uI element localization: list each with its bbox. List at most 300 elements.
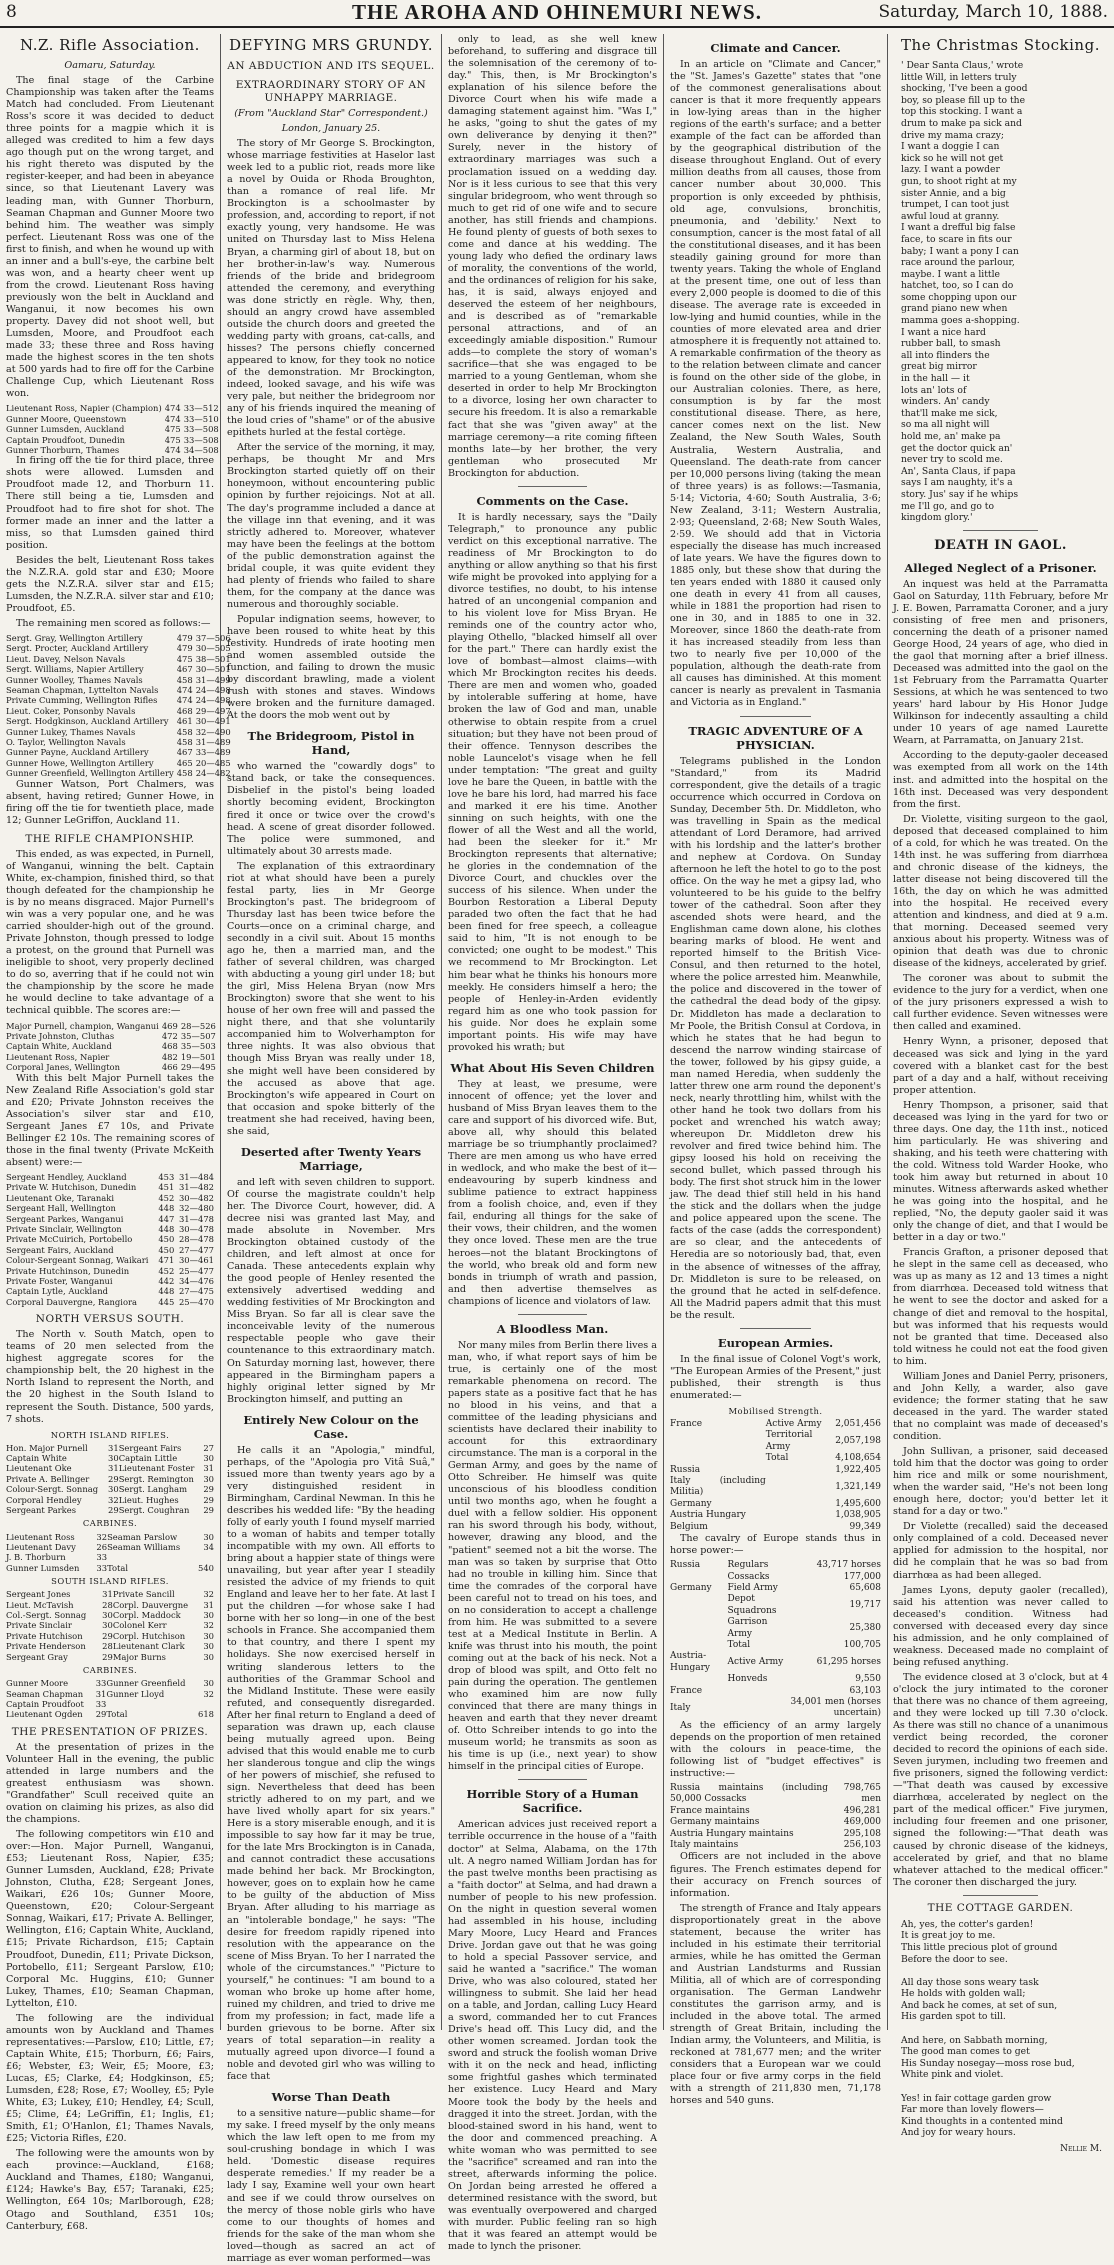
poem-line: mamma goes a-shopping.	[901, 315, 1020, 327]
table-cell: 61,295 horses	[816, 1657, 881, 1668]
table-row	[6, 424, 219, 434]
poem-signature: Nellie M.	[1060, 2144, 1102, 2154]
article-title-christmas-stocking: The Christmas Stocking.	[901, 36, 1100, 54]
table-cell: 33—508	[183, 434, 219, 445]
table-cell: 30	[203, 1473, 214, 1484]
table-cell: Corporal Janes, Wellington	[6, 1062, 120, 1073]
table-cell: 25—477	[178, 1265, 214, 1276]
table-cell: Captain Little	[118, 1453, 178, 1464]
table-cell: 467	[176, 664, 193, 675]
table-cell: 24—498	[195, 685, 231, 696]
table-row	[6, 1689, 214, 1699]
table-cell: 29	[108, 1505, 119, 1516]
table-cell: 461	[176, 716, 193, 727]
poem-line: awful loud at granny.	[901, 210, 1000, 222]
poem-line: Before the door to see.	[901, 1953, 1008, 1965]
table-cell: 24—498	[195, 695, 231, 706]
table-cell: Germany maintains	[670, 1817, 760, 1828]
table-cell: Sergeant Hendley, Auckland	[6, 1171, 127, 1182]
table-cell: Field Army	[727, 1582, 778, 1593]
paragraph: Francis Grafton, a prisoner deposed that he slept in the same cell as deceased, who was up as many as 12 and 13 times a night from diarrhœa. Deceased told witness that he went to see the doctor and asked for a change of diet and removal to the hospital, but was informed that his requests would not be granted that time. Deceased also told witness he could not eat the food given to him.	[893, 1247, 1108, 1367]
table-cell: 30—461	[178, 1255, 214, 1266]
subheading: Deserted after Twenty Years Marriage,	[240, 1144, 422, 1173]
table-cell: 32	[203, 1589, 214, 1600]
table-cell: Lieutenant Ross, Napier (Champion)	[6, 403, 162, 414]
poem	[901, 1919, 1108, 2139]
table-caption: NORTH ISLAND RIFLES.	[50, 1429, 170, 1440]
table-row	[6, 1641, 214, 1651]
column-rule	[441, 34, 442, 2030]
table-cell: 458	[176, 768, 193, 779]
column-2	[227, 34, 435, 2264]
table-cell: 37—506	[195, 633, 231, 643]
subheading: What About His Seven Children	[450, 1060, 655, 1075]
paragraph: In firing off the tie for third place, three shots were allowed. Lumsden and Proudfoot made 12, and Thorburn 11. There still being a tie, Lumsden and Proudfoot had to fire shot for shot. The former made an inner and the latter a miss, so that Lumsden gained third position.	[6, 455, 214, 551]
poem-line: get the doctor quick an'	[901, 442, 1013, 454]
team-table	[6, 1532, 214, 1574]
table-cell: 20—485	[195, 757, 231, 768]
table-row	[6, 435, 219, 445]
poem-line: drive my mama crazy;	[901, 129, 1005, 141]
table-cell: Captain Lytle, Auckland	[6, 1286, 108, 1297]
article-title-human-sacrifice: Horrible Story of a Human Sacrifice.	[466, 1787, 639, 1816]
poem-line: An', Santa Claus, if papa	[901, 465, 1016, 477]
poem-line: Ah, yes, the cotter's garden!	[901, 1918, 1034, 1930]
table-caption: Mobilised Strength.	[728, 1405, 823, 1416]
poem-line: race around the parlour,	[901, 257, 1015, 269]
poem-line: all into flinders the	[901, 349, 990, 361]
article-title-defying-mrs-grundy: DEFYING MRS GRUNDY.	[228, 36, 434, 54]
paragraph: Popular indignation seems, however, to have been roused to white heat by this festivity. Hundreds of irate hooting men and women assembled outside the function, and failing to drown the music by discordant brawling, made a violent rush with stones and staves. Windows were broken and the furniture damaged. At the doors the mob went out by	[227, 613, 435, 722]
table-row	[6, 1031, 216, 1041]
table-cell: Italy	[670, 1702, 691, 1713]
table-cell: Gunner Greenfield, Wellington Artillery	[6, 768, 174, 779]
table-cell: Major Burns	[112, 1651, 166, 1662]
table-cell: 30	[203, 1531, 214, 1542]
dateline: Oamaru, Saturday.	[64, 60, 156, 71]
table-cell: 469,000	[843, 1817, 881, 1828]
table-cell: 30—491	[195, 716, 231, 727]
table-cell: Germany	[670, 1582, 712, 1593]
paragraph: Telegrams published in the London "Standard," from its Madrid correspondent, give the details of a tragic occurrence which occurred in Cordova on Sunday, December 5th. Dr. Middleton, who was travelling in Spain as the medical attendant of Lord Deramore, had arrived with his lordship and the latter's brother and nephew at Cordova. On Sunday afternoon he left the hotel to go to the post office. On the way he met a gipsy lad, who volunteered to be his guide to the belfry tower of the cathedral. Soon after they ascended shots were heard, and the Englishman came down alone, his clothes bearing marks of blood. He went and reported himself to the British Vice-Consul, and then returned to the hotel, where the police arrested him. Meanwhile, the police and discovered in the tower of the cathedral the dead body of the gipsy. Dr. Middleton has made a declaration to Mr Poole, the British Consul at Cordova, in which he states that he had begun to descend the narrow winding staircase of the tower, followed by his gipsy guide, a man named Heredia, when suddenly the latter threw one arm round the deponent's neck, nearly throttling him, whilst with the other hand he took two dollars from his pocket and wrenched his watch away; whereupon Dr. Middleton drew his revolver and fired twice behind him. The gipsy loosed his hold on receiving the second bullet, which passed through his body. The first shot struck him in the lower jaw. The dead thief still held in his hand the stick and the dollars when the judge and police appeared upon the scene. The facts of the case (adds the correspondent) are so clear, and the antecedents of Heredia are so notoriously bad, that, even in the absence of witnesses of the affray, Dr. Middleton is sure to be released, on the ground that he acted in self-defence. All the Madrid papers admit that this must be the result.	[670, 755, 881, 1321]
poem-line: me I'll go, and go to	[901, 500, 995, 512]
table-cell: 465	[176, 757, 193, 768]
section-heading: NORTH VERSUS SOUTH.	[35, 1313, 185, 1326]
table-cell	[766, 1510, 835, 1521]
table-cell: Seaman Parslow	[107, 1531, 178, 1542]
paragraph: At the presentation of prizes in the Volunteer Hall in the evening, the public attended in large numbers and the greatest enthusiasm was shown. "Grandfather" Scull received quite an ovation on claiming his prizes, as also did the champions.	[6, 1741, 214, 1825]
table-row	[6, 675, 231, 685]
table-cell: Sergeant Gray	[6, 1651, 68, 1662]
table-cell: 34,001 men (horses uncertain)	[790, 1697, 881, 1719]
table-cell	[766, 1499, 835, 1510]
table-cell: 474	[164, 413, 181, 424]
poem-line: I want a nice hard	[901, 326, 986, 338]
column-4	[670, 34, 881, 2107]
table-cell: 1,038,905	[835, 1510, 881, 1521]
table-cell: 30—505	[195, 643, 231, 654]
table-cell: Gunner Howe, Wellington Artillery	[6, 757, 154, 768]
poem-line: says I am naughty, it's a	[901, 477, 1013, 489]
table-cell: 2,051,456	[835, 1418, 881, 1429]
table-cell: Private Hutchison	[6, 1630, 83, 1641]
table-row	[6, 1552, 214, 1562]
poem-line: boy, so please fill up to the	[901, 94, 1026, 106]
table-cell: France	[670, 1685, 703, 1696]
paragraph: Besides the belt, Lieutenant Ross takes the N.Z.R.A. gold star and £30; Moore gets the N.Z.R.A. silver star and £15; Lumsden, the N.Z.R.A. silver star and £10; Proudfoot, £5.	[6, 554, 214, 614]
poem-line: that'll make me sick,	[901, 407, 998, 419]
table-caption: CARBINES.	[82, 1518, 138, 1529]
paragraph: The following were the amounts won by each province:—Auckland, £168; Auckland and Thames, £180; Wanganui, £124; Hawke's Bay, £57; Taranaki, £25; Wellington, £64 10s; Marlborough, £28; Otago and Southland, £351 10s; Canterbury, £68.	[6, 2148, 214, 2232]
table-row	[6, 414, 219, 424]
paragraph: to a sensitive nature—public shame—for my sake. I freed myself by the only means which the law left open to me from my soul-crushing bondage in which I was held. 'Domestic disease requires desperate remedies.' If my reader be a lady I say, Examine well your own heart and see if we could throw ourselves on the mercy of those noble girls who have come to our thoughts of homes and friends for the sake of the man whom she loved—though as sacred an act of marriage as ever woman performed—was	[227, 2108, 435, 2264]
table-cell: France maintains	[670, 1805, 750, 1816]
poem-line: And joy for weary hours.	[901, 2127, 1016, 2139]
table-cell: 295,108	[843, 1828, 881, 1839]
table-cell: Captain White	[6, 1453, 67, 1464]
paragraph: According to the deputy-gaoler deceased was exempted from all work on the 14th inst. and admitted into the hospital on the 16th inst. Deceased was very despondent from the first.	[893, 750, 1108, 810]
article-title-climate-cancer: Climate and Cancer.	[710, 41, 841, 55]
table-cell	[670, 1674, 728, 1685]
poem-line: great big mirror	[901, 361, 977, 373]
poem-line: little Will, in letters truly	[901, 71, 1017, 83]
table-cell: 450	[158, 1244, 175, 1255]
table-cell: 33	[96, 1562, 108, 1573]
table-cell: Captain White, Auckland	[6, 1041, 112, 1052]
table-row	[6, 1443, 214, 1453]
subheading: Entirely New Colour on the Case.	[243, 1412, 419, 1441]
table-cell: Corporal Dauvergne, Rangiora	[6, 1296, 137, 1307]
table-cell: Russia maintains (including 50,000 Cossacks	[670, 1783, 828, 1805]
table-cell: 475	[164, 434, 181, 445]
table-cell: France	[670, 1418, 703, 1429]
table-cell: Lieut. Davey, Nelson Navals	[6, 653, 125, 664]
source-line: (From "Auckland Star" Correspondent.)	[234, 108, 428, 119]
table-cell: 29—497	[195, 705, 231, 716]
table-cell: Gunner Lumsden, Auckland	[6, 424, 125, 435]
table-cell: Germany	[670, 1498, 712, 1509]
poem-line: I want a drefful big false	[901, 222, 1016, 234]
table-cell: Colonel Kerr	[112, 1620, 167, 1631]
newspaper-title: THE AROHA AND OHINEMURI NEWS.	[352, 0, 762, 24]
table-cell: Austria Hungary maintains	[670, 1828, 794, 1839]
score-table	[6, 633, 231, 779]
poem-line	[901, 1965, 1108, 1977]
score-table	[6, 403, 219, 455]
table-cell: 30	[203, 1651, 214, 1662]
table-cell: Total	[727, 1639, 751, 1650]
poem-line: Yes! in fair cottage garden grow	[901, 2092, 1052, 2104]
table-row	[670, 1783, 881, 1806]
table-cell: 29	[102, 1630, 113, 1641]
table-cell: 27—477	[178, 1244, 214, 1255]
table-cell: 25—470	[178, 1296, 214, 1307]
table-cell: Lieutenant Davy	[6, 1541, 76, 1552]
table-cell: Gunner Moore, Queenstown	[6, 413, 127, 424]
table-cell: 30	[203, 1630, 214, 1641]
table-row	[670, 1522, 881, 1533]
table-cell	[728, 1686, 791, 1697]
table-cell: Total	[107, 1562, 129, 1573]
table-row	[670, 1572, 881, 1583]
paragraph: Henry Thompson, a prisoner, said that deceased was lying in the yard for two or three days. One day, the 11th inst., noticed him particularly. He was shivering and shaking, and his teeth were chattering with the cold. Witness told Warder Hooke, who took him away but returned in about 10 minutes. Witness afterwards asked whether he was going into the hospital, and he replied, "No, the deputy gaoler said it was only the change of diet, and that I would be better in a day or two."	[893, 1099, 1108, 1244]
poem-line: This little precious plot of ground	[901, 1941, 1058, 1953]
table-row	[6, 1463, 214, 1473]
table-row	[6, 654, 231, 664]
table-cell: Seaman Chapman	[6, 1688, 84, 1699]
table-cell: 1,321,149	[835, 1481, 881, 1492]
table-cell: Gunner Moore	[6, 1678, 69, 1689]
paragraph: The following are the individual amounts won by Auckland and Thames representatives:—Parslow, £10; Little, £7; Captain White, £15; Thorburn, £6; Fairs, £6; Webster, £3; Weir, £5; Moore, £3; Lucas, £5; Clarke, £4; Hodgkinson, £5; Lumsden, £28; Rose, £7; Woolley, £5; Pyle White, £3; Lukey, £10; Hendley, £4; Scull, £5; Clime, £4; LeGriffin, £1; Inglis, £1; Smith, £1; O'Hanlon, £1; Thames Navals, £25; Victoria Rifles, £20.	[6, 2012, 214, 2145]
poem-line: baby; I want a pony I can	[901, 245, 1019, 257]
table-cell: 28—526	[180, 1020, 216, 1031]
poem-title: THE COTTAGE GARDEN.	[927, 1901, 1074, 1914]
table-cell: 482	[161, 1051, 178, 1062]
paragraph: Nor many miles from Berlin there lives a man, who, if what report says of him be true, is certainly one of the most remarkable phenomena on record. The papers state as a positive fact that he has no blood in his veins, and that a committee of the leading physicians and scientists have declared their inability to account for this extraordinary circumstance. The man is a corporal in the German Army, and goes by the name of Otto Schreiber. He himself was quite unconscious of his bloodless condition until two months ago, when he fought a duel with a fellow soldier. His opponent ran his sword through his body, without, however, drawing any blood, and the "patient" seemed not a bit the worse. The man was so taken by surprise that Otto had no trouble in killing him. Since that time the comrades of the corporal have been careful not to tread on his toes, and on no consideration to accept a challenge from him. He was submitted to a severe test at a Medical Institute in Berlin. A knife was thrust into his mouth, the point coming out at the back of his neck. Not a drop of blood was spilt, and Otto felt no pain during the operation. The gentlemen who examined him are now fully convinced that there are many things in heaven and earth that they never dreamt of. Otto Schreiber intends to go into the museum world; he transmits as soon as his time is up (i.e., next year) to show himself in the principal cities of Europe.	[448, 1339, 657, 1773]
table-cell: 29	[95, 1709, 107, 1720]
table-row	[6, 1505, 214, 1515]
poem-line: some chopping upon our	[901, 291, 1017, 303]
team-table	[6, 1443, 214, 1516]
column-5	[893, 34, 1108, 2154]
table-cell: 19—501	[180, 1051, 216, 1062]
table-cell: 466	[161, 1062, 178, 1073]
table-row	[670, 1697, 881, 1720]
table-cell: 479	[176, 633, 193, 643]
table-row	[670, 1560, 881, 1571]
article-subtitle: EXTRAORDINARY STORY OF AN UNHAPPY MARRIAGE.	[235, 79, 427, 104]
poem-line: Far more than lovely flowers—	[901, 2104, 1044, 2116]
divider	[518, 486, 587, 487]
table-row	[670, 1617, 881, 1640]
table-cell: Belgium	[670, 1521, 708, 1532]
table-cell: 31	[108, 1463, 119, 1474]
paragraph: Dr Violette (recalled) said the deceased only complained of a cold. Deceased never applied for admission to the hospital, nor did he complain that he was so bad from diarrhœa as had been alleged.	[893, 1521, 1108, 1581]
table-row	[670, 1817, 881, 1828]
table-cell: Corporal Hendley	[6, 1494, 82, 1505]
table-cell: J. B. Thorburn	[6, 1552, 66, 1563]
table-row	[6, 643, 231, 653]
table-cell: 474	[176, 695, 193, 706]
article-title-rifle-association: N.Z. Rifle Association.	[20, 36, 200, 54]
table-cell: Total	[765, 1453, 789, 1464]
table-cell: Private Hutchinson, Dunedin	[6, 1265, 130, 1276]
poem-line	[901, 2023, 1108, 2035]
paragraph: After the service of the morning, it may, perhaps, be thought Mr and Mrs Brockington started quietly off on their honeymoon, without encountering public opinion by further rejoicings. Not at all. The day's programme included a dance at the village inn that evening, and it was strictly adhered to. Moreover, whatever may have been the feelings at the bottom of the public demonstration against the bridal couple, it was quite evident they had plenty of friends who failed to share them, for the company at the dance was numerous and thoroughly sociable.	[227, 442, 435, 610]
table-cell: Private Johnston, Cluthas	[6, 1030, 115, 1041]
table-cell: 450	[158, 1234, 175, 1245]
table-cell	[766, 1465, 835, 1476]
table-cell: 33—508	[183, 424, 219, 435]
poem-line: so ma all night will	[901, 419, 990, 431]
table-cell: 798,765 men	[843, 1783, 881, 1805]
poem-line: shocking, 'I've been a good	[901, 83, 1028, 95]
table-cell: 35—507	[180, 1030, 216, 1041]
table-cell: 30	[203, 1678, 214, 1689]
table-cell	[107, 1552, 192, 1562]
table-row	[670, 1594, 881, 1617]
table-cell	[766, 1476, 835, 1499]
cavalry-table	[670, 1560, 881, 1720]
paragraph: The coroner was about to submit the evidence to the jury for a verdict, when one of the jury prisoners expressed a wish to call further evidence. Seven witnesses were then called and examined.	[893, 973, 1108, 1033]
table-caption: SOUTH ISLAND RIFLES.	[51, 1576, 169, 1587]
poem-line: face, to scare in fits our	[901, 233, 1012, 245]
table-cell: Captain Proudfoot	[6, 1698, 84, 1709]
paragraph: The North v. South Match, open to teams of 20 men selected from the highest aggregate scores for the championship belt, the 20 highest in the North Island to represent the North, and the 20 highest in the South Island to represent the South. Distance, 500 yards, 7 shots.	[6, 1329, 214, 1425]
table-row	[6, 664, 231, 674]
table-row	[6, 1709, 214, 1719]
table-row	[6, 1276, 214, 1286]
table-cell: 31—482	[178, 1182, 214, 1193]
column-rule	[887, 34, 888, 2030]
table-row	[6, 1610, 214, 1620]
table-row	[6, 1484, 214, 1494]
table-cell: Depot Squadrons	[727, 1594, 777, 1616]
table-cell	[670, 1453, 766, 1464]
table-cell: 451	[158, 1182, 175, 1193]
poem-line	[901, 2081, 1108, 2093]
paragraph: With this belt Major Purnell takes the New Zealand Rifle Association's gold star and £20; Private Johnston receives the Association's silver star and £10, Sergeant Janes £7 10s, and Private Bellinger £2 10s. The remaining scores of those in the final twenty (Private McKeith absent) were:—	[6, 1072, 214, 1168]
score-table	[6, 1021, 216, 1073]
poem-line: I want a doggie I can	[901, 141, 1000, 153]
table-cell: 475	[164, 424, 181, 435]
table-cell: Corpl. Hutchison	[112, 1630, 186, 1641]
table-row	[670, 1840, 881, 1851]
poem-line: winders. An' candy	[901, 396, 990, 408]
poem-line: lazy. I want a powder	[901, 164, 1000, 176]
table-cell: Sergt. Procter, Auckland Artillery	[6, 643, 149, 654]
table-row	[6, 737, 231, 747]
table-cell: Private W. Hutchison, Dunedin	[6, 1182, 137, 1193]
paragraph: As the efficiency of an army largely depends on the proportion of men retained with the colours in peace-time, the following list of "budget effectives" is instructive:—	[670, 1719, 881, 1779]
paragraph: It is hardly necessary, says the "Daily Telegraph," to pronounce any public verdict on this exceptional narrative. The readiness of Mr Brockington to do anything or allow anything so that his first wife might be provoked into applying for a divorce testifies, no doubt, to his intense hatred of an uncongenial companion and to his violent love for Miss Bryan. He reminds one of the country actor who, playing Othello, "blacked himself all over for the part." There can hardly exist the love of bombast—almost claims—with which Mr Brockington recites his deeds. There are men and women who, goaded by intolerable suffering at home, have broken the law of God and man, unable otherwise to obtain respite from a cruel situation; but they have not been proud of their offence. Tennyson describes the noble Launcelot's visage when he fell under temptation: "The great and guilty love he bare the Queen, in battle with the love he bare his lord, had marred his face and marked it ere his time. Another sinning on such heights, with one the flower of all the West and all the world, had been the sleeker for it." Mr Brockington represents that alternative; he glories in the condemnation of the Divorce Court, and chuckles over the success of his silence. When under the Bourbon Restoration a Liberal Deputy paraded two often the fact that he had been fined for free speech, a colleague said to him, "It is not enough to be convicted; one ought to be modest." This we recommend to Mr Brockington. Let him bear what he thinks his honours more meekly. He considers himself a hero; the people of Henley-in-Arden evidently regard him as one who took passion for his guide. Nor does he explain some important points. His wife may have provoked his wrath; but	[448, 511, 657, 1053]
table-cell: 496,281	[843, 1805, 881, 1816]
divider	[518, 1314, 587, 1315]
poem-line: Kind thoughts in a contented mind	[901, 2115, 1063, 2127]
table-cell: 27—475	[178, 1286, 214, 1297]
poem-line: top this stocking. I want a	[901, 106, 1023, 118]
table-cell: 28	[102, 1641, 113, 1652]
table-cell: Private Henderson	[6, 1641, 86, 1652]
table-cell: 29	[203, 1484, 214, 1495]
table-row	[670, 1419, 881, 1430]
table-cell: Sergt. Hodgkinson, Auckland Artillery	[6, 716, 169, 727]
paragraph: In the final issue of Colonel Vogt's work, "The European Armies of the Present," just published, their strength is thus enumerated:—	[670, 1353, 881, 1401]
table-cell: Corpl. Maddock	[112, 1610, 181, 1621]
table-cell: Italy (including Militia)	[670, 1476, 766, 1498]
section-heading: THE PRESENTATION OF PRIZES.	[11, 1725, 209, 1738]
paragraph: William Jones and Daniel Perry, prisoners, and John Kelly, a warder, also gave evidence; the former stating that he saw deceased in the yard. The warder stated that no complaint was made of deceased's condition.	[893, 1370, 1108, 1442]
table-cell: 34—508	[183, 444, 219, 455]
table-cell: 30	[203, 1453, 214, 1464]
table-cell: Russia	[670, 1560, 701, 1571]
table-cell: 447	[158, 1213, 175, 1224]
table-cell: Active Army	[727, 1657, 784, 1668]
table-cell: 9,550	[855, 1674, 881, 1685]
article-subtitle: AN ABDUCTION AND ITS SEQUEL.	[227, 60, 435, 72]
poem-line: hatchet, too, so I can do	[901, 280, 1014, 292]
poem-line: White pink and violet.	[901, 2069, 1004, 2081]
table-row	[6, 1172, 214, 1182]
poem-line: ' Dear Santa Claus,' wrote	[901, 60, 1024, 71]
table-cell: 33	[95, 1678, 107, 1689]
table-row	[6, 1245, 214, 1255]
table-cell: 29	[203, 1494, 214, 1505]
table-cell: Lieutenant Ogden	[6, 1709, 83, 1720]
table-cell: 32—490	[195, 726, 231, 737]
table-cell	[670, 1572, 728, 1583]
table-row	[6, 1224, 214, 1234]
table-cell: 34	[203, 1541, 214, 1552]
table-cell: Captain Proudfoot, Dunedin	[6, 434, 126, 445]
table-row	[6, 1699, 214, 1709]
table-cell: 448	[158, 1203, 175, 1214]
column-rule	[220, 34, 221, 2030]
paragraph: American advices just received report a terrible occurrence in the house of a "faith doctor" at Selma, Alabama, on the 17th ult. A negro named William Jordan has for the past twelve months been practising as a "faith doctor" at Selma, and had drawn a number of people to his new profession. On the night in question several women had assembled in his house, including Mary Moore, Lucy Heard and Frances Drive. Jordan gave out that he was going to hold a special Passover service, and said he wanted a "sacrifice." The woman Drive, who was also coloured, stated her willingness to submit. She laid her head on a table, and Jordan, calling Lucy Heard a sword, commanded her to cut Frances Drive's head off. This Lucy did, and the other women screamed. Jordan took the sword and struck the foolish woman Drive with it on the neck and head, inflicting some frightful gashes which terminated her existence. Lucy Heard and Mary Moore took the body by the heels and dragged it into the street. Jordan, with the blood-stained sword in his hand, went to the door and commenced preaching. A white woman who was permitted to see the "sacrifice" screamed and ran into the street, afterwards informing the police. On Jordan being arrested he offered a determined resistance with the sword, but was eventually overpowered and charged with murder. Public feeling ran so high that it was feared an attempt would be made to lynch the prisoner.	[448, 1819, 657, 2253]
poem-line: The good man comes to get	[901, 2046, 1030, 2058]
poem-line: trumpet, I can toot just	[901, 199, 1010, 211]
table-cell: Private Cumming, Wellington Rifles	[6, 695, 158, 706]
table-cell: 467	[176, 747, 193, 758]
table-row	[6, 1620, 214, 1630]
table-cell: 458	[176, 674, 193, 685]
table-cell: 65,608	[849, 1582, 881, 1593]
table-cell: 29	[102, 1651, 113, 1662]
table-row	[670, 1640, 881, 1651]
table-row	[6, 1214, 214, 1224]
table-cell: 468	[161, 1041, 178, 1052]
poem-line: All day those sons weary task	[901, 1976, 1039, 1988]
paragraph: The story of Mr George S. Brockington, whose marriage festivities at Haselor last week led to a public riot, reads more like a novel by Ouida or Rhoda Broughton, than a romance of real life. Mr Brockington is a schoolmaster by profession, and, according to report, if not exactly young, very handsome. He was united on Thursday last to Miss Helena Bryan, a charming girl of about 18, but on her brother-in-law's way. Numerous friends of the bride and bridegroom attended the ceremony, and everything was done strictly en règle. Why, then, should an angry crowd have assembled outside the church doors and greeted the wedding party with groans, cat-calls, and hisses? The persons chiefly concerned appeared to know, for they took no notice of the demonstration. Mr Brockington, indeed, looked savage, and his wife was very pale, but neither the bridegroom nor any of his friends inquired the meaning of the loud cries of "shame" or of the abusive epithets hurled at the festal cortège.	[227, 138, 435, 439]
table-cell: 25,380	[849, 1622, 881, 1633]
paragraph: The final stage of the Carbine Championship was taken after the Teams Match had concluded. From Lieutenant Ross's score it was decided to deduct three points for a magpie which it is alleged was credited to him a few days ago though put on the wrong target, and his right thereto was disputed by the register-keeper, and had been in abeyance since, so that Lieutenant Lavery was leading man, with Gunner Thorburn, Seaman Chapman and Gunner Moore two behind him. The weather was simply perfect. Lieutenant Ross was one of the first to finish, and when he wound up with an inner and a bull's-eye, the carbine belt was won, and a hearty cheer went up from the crowd. Lieutenant Ross having previously won the belt in Auckland and Wanganui, it now becomes his own property. Davey did not shoot well, but Lumsden, Moore, and Proudfoot each made 33; these three and Ross having made the highest scores in the ten shots at 500 yards had to fire off for the Carbine Challenge Cup, which Lieutenant Ross won.	[6, 75, 214, 400]
table-cell: 27	[203, 1442, 214, 1453]
table-cell: 32	[96, 1531, 108, 1542]
table-cell: Major Purnell, champion, Wanganui	[6, 1020, 159, 1031]
divider	[740, 1328, 811, 1329]
paragraph: This ended, as was expected, in Purnell, of Wanganui, winning the belt. Captain White, ex-champion, finished third, so that though defeated for the championship he is by no means disgraced. Major Purnell's win was a very popular one, and he was carried shoulder-high out of the ground. Private Johnston, though pressed to lodge a protest, on the ground that Purnell was ineligible to shoot, very properly declined to do so, averring that if he could not win the championship by the score he made he would decline to take advantage of a technical quibble. The scores are:—	[6, 848, 214, 1017]
table-cell: Sergeant Parkes, Wanganui	[6, 1213, 124, 1224]
table-cell	[728, 1697, 791, 1720]
column-rule	[663, 34, 664, 2030]
table-cell: 618	[198, 1709, 214, 1720]
paragraph: An inquest was held at the Parramatta Gaol on Saturday, 11th February, before Mr J. E. Bowen, Parramatta Coroner, and a jury consisting of free men and prisoners, concerning the death of a prisoner named George Hood, 24 years of age, who died in the gaol that morning after a brief illness. Deceased was admitted into the gaol on the 1st February from the Parramatta Quarter Sessions, at which he was sentenced to two years' hard labour by His Honor Judge Wilkinson for indecently assaulting a child under 10 years of age named Laurette Wearn, at Parramatta, on January 21st.	[893, 578, 1108, 747]
divider	[963, 530, 1038, 531]
table-cell: O. Taylor, Wellington Navals	[6, 737, 126, 748]
table-cell: Private A. Bellinger	[6, 1473, 90, 1484]
table-cell: Sergt. Remington	[118, 1473, 194, 1484]
table-cell: Colour-Sergt. Sonnag	[6, 1484, 99, 1495]
table-cell: Private Sinclair, Wellington	[6, 1223, 122, 1234]
table-cell: Gunner Greenfield	[106, 1678, 186, 1689]
table-row	[6, 1652, 214, 1662]
table-cell: 35—503	[180, 1041, 216, 1052]
table-cell: 1,495,600	[835, 1498, 881, 1509]
masthead	[0, 0, 1114, 28]
table-row	[6, 1286, 214, 1296]
table-cell: Lieutenant Oke, Taranaki	[6, 1192, 115, 1203]
poem-line: lots an' lots of	[901, 384, 967, 396]
table-cell: Austria Hungary	[670, 1510, 746, 1521]
table-caption: CARBINES.	[82, 1665, 138, 1676]
article-title-bloodless-man: A Bloodless Man.	[496, 1321, 609, 1336]
table-cell: 2,057,198	[835, 1436, 881, 1447]
table-cell: Sergt. Langham	[118, 1484, 188, 1495]
table-row	[6, 1021, 216, 1031]
table-cell: Gunner Woolley, Thames Navals	[6, 674, 143, 685]
budget-table	[670, 1783, 881, 1851]
table-cell: 448	[158, 1223, 175, 1234]
